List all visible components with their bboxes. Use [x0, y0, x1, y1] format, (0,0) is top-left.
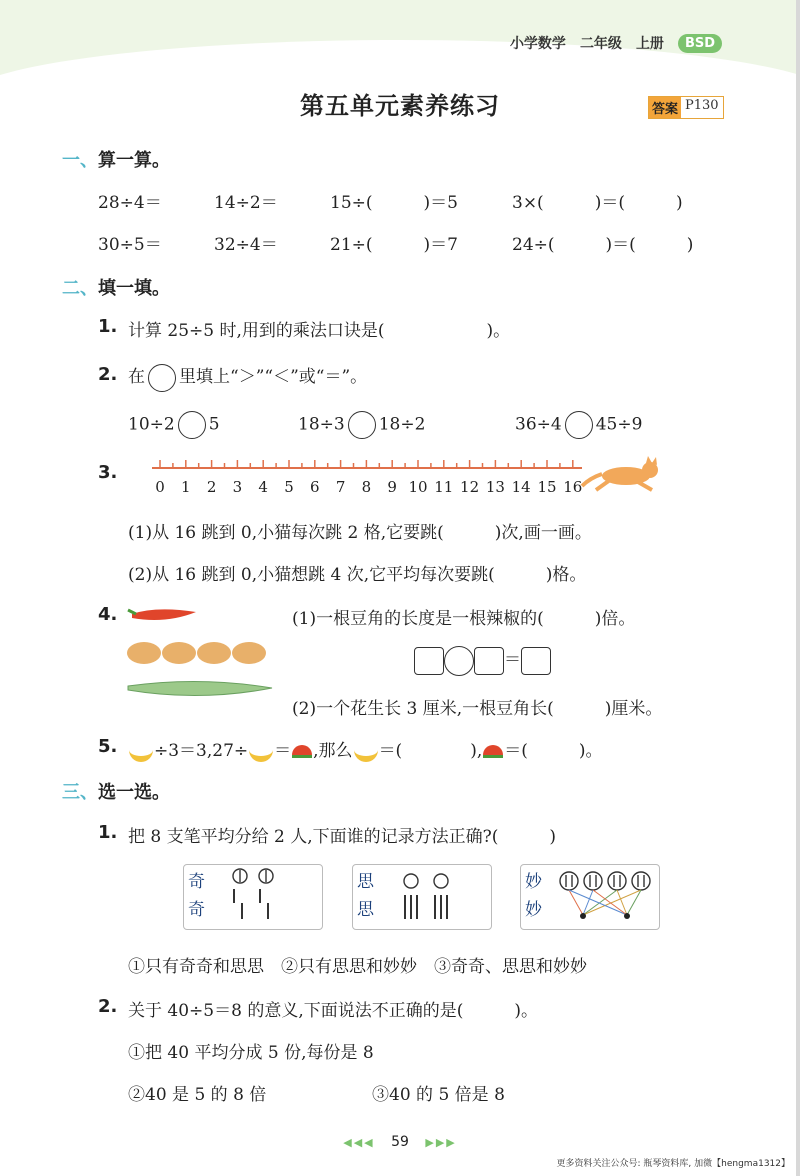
number-line-label: 3 — [232, 478, 243, 496]
record-box-miaomiao: 妙 妙 — [520, 864, 660, 930]
question-number: 1. — [98, 822, 118, 843]
page-title: 第五单元素养练习 — [300, 92, 500, 120]
question-text: 计算 25÷5 时,用到的乘法口诀是( )。 — [128, 321, 511, 341]
question-number: 4. — [98, 604, 118, 625]
question-number: 3. — [98, 462, 118, 483]
record-box-qiqi: 奇 奇 — [183, 864, 323, 930]
blank-circle[interactable] — [178, 411, 206, 439]
grade: 二年级 — [579, 36, 622, 52]
blank-box[interactable] — [474, 647, 504, 675]
blank-box[interactable] — [521, 647, 551, 675]
volume: 上册 — [635, 36, 664, 52]
calc: 28÷4＝ — [98, 193, 162, 213]
question-text: 在 里填上“＞”“＜”或“＝”。 — [128, 362, 367, 392]
cat-icon — [582, 456, 658, 490]
number-line-label: 7 — [335, 478, 346, 496]
question-text: (2)从 16 跳到 0,小猫想跳 4 次,它平均每次要跳( )格。 — [128, 565, 587, 585]
number-line-label: 10 — [408, 478, 428, 496]
number-line-label: 14 — [511, 478, 531, 496]
question-number: 2. — [98, 364, 118, 385]
number-line-label: 6 — [310, 478, 320, 496]
footer-note: 更多资料关注公众号: 瓶琴资料库, 加微【hengma1312】 — [556, 1159, 790, 1169]
number-line-label: 9 — [387, 478, 397, 496]
question-text: 关于 40÷5＝8 的意义,下面说法不正确的是( )。 — [128, 1001, 538, 1021]
chili-icon — [126, 604, 202, 624]
blank-box[interactable] — [414, 647, 444, 675]
choice-options: ①只有奇奇和思思 ②只有思思和妙妙 ③奇奇、思思和妙妙 — [128, 957, 587, 977]
equation-boxes: ＝ — [414, 645, 551, 676]
page-number: 59 — [391, 1134, 409, 1150]
matching-drawing — [555, 867, 655, 927]
edition-badge: BSD — [678, 34, 722, 53]
question-number: 2. — [98, 996, 118, 1017]
answer-tag — [648, 96, 724, 119]
banana-icon — [249, 742, 273, 762]
compare-item: 10÷2 5 — [128, 411, 220, 439]
record-box-sisi: 思 思 — [352, 864, 492, 930]
number-line-label: 13 — [485, 478, 505, 496]
calc: 32÷4＝ — [214, 235, 278, 255]
watermelon-icon — [483, 745, 503, 758]
section-2-heading: 二、填一填。 — [62, 278, 170, 299]
choice-option: ①把 40 平均分成 5 份,每份是 8 — [128, 1043, 374, 1063]
compare-item: 36÷4 45÷9 — [515, 411, 642, 439]
header — [510, 33, 722, 53]
section-3-heading: 三、选一选。 — [62, 782, 170, 803]
calc: 24÷( )＝( ) — [512, 235, 694, 255]
number-line-label: 8 — [361, 478, 372, 496]
question-number: 1. — [98, 316, 118, 337]
banana-icon — [129, 742, 153, 762]
calc: 14÷2＝ — [214, 193, 278, 213]
number-line-label: 0 — [155, 478, 165, 496]
number-line-label: 12 — [460, 478, 480, 496]
number-line-label: 4 — [258, 478, 268, 496]
left-arrows-icon: ◀◀◀ — [343, 1136, 375, 1149]
section-1-heading: 一、算一算。 — [62, 150, 170, 171]
tally-drawing — [397, 867, 467, 927]
number-line-ticks — [160, 460, 573, 468]
watermelon-icon — [292, 745, 312, 758]
bean-icon — [126, 678, 274, 700]
number-line-label: 16 — [563, 478, 583, 496]
choice-option: ③40 的 5 倍是 8 — [372, 1085, 505, 1105]
question-text: (2)一个花生长 3 厘米,一根豆角长( )厘米。 — [292, 699, 663, 719]
question-text: 把 8 支笔平均分给 2 人,下面谁的记录方法正确?( ) — [128, 827, 557, 847]
tally-drawing — [228, 867, 288, 927]
question-number: 5. — [98, 736, 118, 757]
calc: 21÷( )＝7 — [330, 235, 458, 255]
question-text: ÷3＝3,27÷ ＝ ,那么 ＝( ), ＝( )。 — [128, 736, 603, 762]
calc: 30÷5＝ — [98, 235, 162, 255]
number-line-label: 1 — [181, 478, 191, 496]
blank-circle[interactable] — [148, 364, 176, 392]
right-arrows-icon: ▶▶▶ — [425, 1136, 457, 1149]
banana-icon — [354, 742, 378, 762]
number-line-label: 2 — [206, 478, 217, 496]
number-line-label: 5 — [284, 478, 294, 496]
number-line-label: 11 — [434, 478, 454, 496]
calc: 3×( )＝( ) — [512, 193, 683, 213]
answer-label: 答案 — [649, 97, 681, 118]
question-text: (1)一根豆角的长度是一根辣椒的( )倍。 — [292, 609, 636, 629]
choice-option: ②40 是 5 的 8 倍 — [128, 1085, 267, 1105]
calc: 15÷( )＝5 — [330, 193, 458, 213]
question-text: (1)从 16 跳到 0,小猫每次跳 2 格,它要跳( )次,画一画。 — [128, 523, 592, 543]
subject: 小学数学 — [509, 36, 566, 52]
peanuts-icon — [126, 638, 276, 668]
blank-circle[interactable] — [348, 411, 376, 439]
compare-item: 18÷3 18÷2 — [298, 411, 425, 439]
blank-circle[interactable] — [565, 411, 593, 439]
page-footer — [0, 1134, 800, 1150]
number-line-label: 15 — [537, 478, 557, 496]
page-edge — [796, 0, 800, 1176]
blank-operator-circle[interactable] — [444, 646, 474, 676]
answer-page: P130 — [685, 98, 719, 113]
